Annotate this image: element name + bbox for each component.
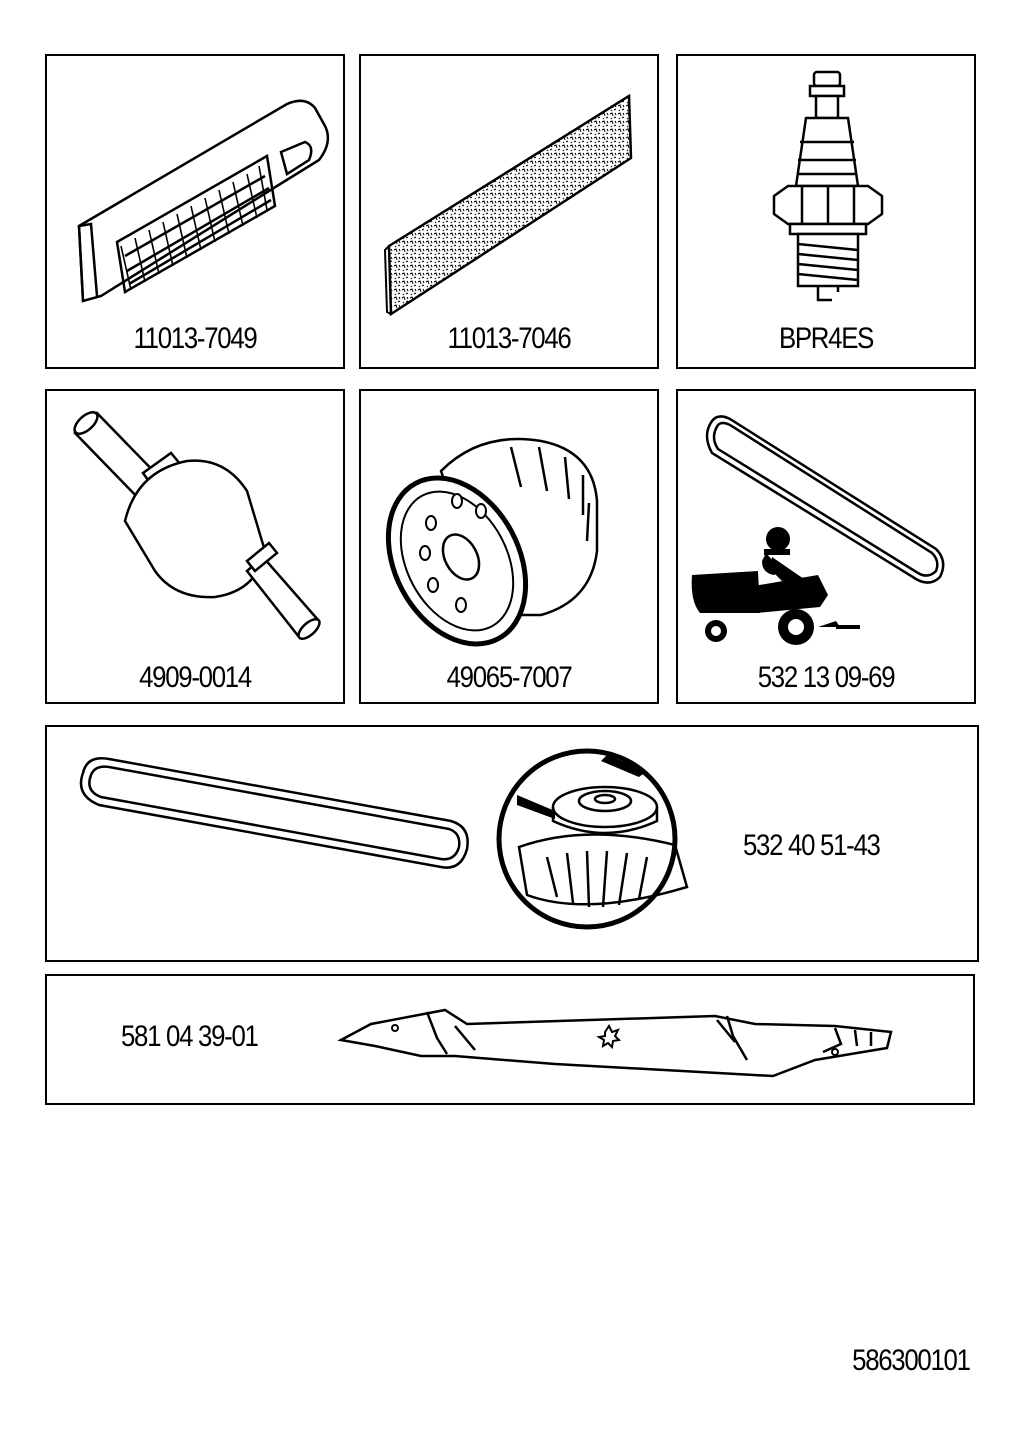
part-card-oil-filter — [359, 389, 659, 704]
part-number-oil-filter: 49065-7007 — [446, 661, 572, 694]
drive-belt-icon — [678, 391, 974, 651]
document-number: 586300101 — [852, 1344, 970, 1377]
part-card-drive-belt — [676, 389, 976, 704]
part-number-spark-plug: BPR4ES — [778, 322, 874, 355]
part-card-air-filter — [45, 54, 345, 369]
part-card-deck-belt — [45, 725, 979, 962]
foam-pre-filter-icon — [361, 56, 657, 316]
fuel-filter-icon — [47, 391, 343, 651]
part-number-drive-belt: 532 13 09-69 — [757, 661, 895, 694]
part-number-blade: 581 04 39-01 — [121, 1020, 258, 1053]
part-number-fuel-filter: 4909-0014 — [139, 661, 251, 694]
spark-plug-icon — [678, 56, 974, 316]
part-number-pre-filter: 11013-7046 — [447, 322, 571, 355]
part-card-fuel-filter — [45, 389, 345, 704]
part-number-air-filter: 11013-7049 — [133, 322, 257, 355]
part-card-spark-plug — [676, 54, 976, 369]
part-card-blade — [45, 974, 975, 1105]
oil-filter-icon — [361, 391, 657, 651]
air-filter-icon — [47, 56, 343, 316]
deck-belt-pulley-icon — [47, 727, 747, 960]
part-card-pre-filter — [359, 54, 659, 369]
part-number-deck-belt: 532 40 51-43 — [743, 829, 880, 862]
mower-blade-icon — [335, 986, 915, 1096]
